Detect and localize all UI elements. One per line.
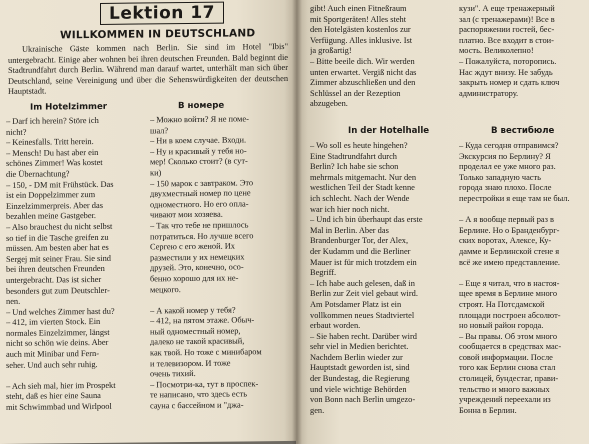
text-line: – Mensch! Du hast aber ein: [6, 147, 99, 158]
text-line: Nachdem Berlin wieder zur: [310, 352, 403, 362]
text-line: кузи". А еще тренажерный: [459, 4, 555, 13]
text-line: [459, 205, 587, 216]
russian-dialogue-column-bottom: [459, 141, 587, 416]
text-line: – Keinesfalls. Tritt herein.: [6, 137, 94, 148]
text-line: сообщается в средствах мас-: [459, 342, 562, 352]
text-line: so tief in die Tasche greifen zu: [6, 232, 109, 243]
text-line: auch mit Minibar und Fern-: [6, 349, 100, 359]
text-line: столицей, бундестаг, прави-: [459, 374, 559, 384]
text-line: mehrmals mitgemacht. Nur den: [310, 172, 417, 182]
text-line: мер! Сколько стоит? (в сут-: [150, 156, 248, 167]
russian-dialogue-column-top: [459, 4, 587, 99]
text-line: Нас ждут внизу. Не забудь: [459, 67, 553, 77]
heading-hotelzimmer: Im Hotelzimmer: [30, 101, 108, 113]
text-line: очень тихий.: [150, 369, 196, 379]
text-line: совой информации. После: [459, 352, 553, 362]
text-line: Begriff.: [310, 268, 337, 278]
text-line: Mauer ist für mich trotzdem ein: [310, 257, 417, 267]
text-line: Berlin zur Zeit viel gebaut wird.: [310, 289, 418, 299]
text-line: как твой. Но тоже с минибаром: [150, 347, 262, 358]
text-line: мецкого.: [150, 284, 181, 294]
text-line: перестройки я еще там не был.: [459, 193, 570, 203]
text-line: – Ach sieh mal, hier im Prospekt: [6, 380, 116, 391]
text-line: администратору.: [459, 88, 519, 98]
text-line: gibt! Auch einen Fitneßraum: [310, 4, 407, 13]
text-line: westlichen Teil der Stadt kenne: [310, 183, 415, 193]
text-line: платно. Все входит в стои-: [459, 35, 554, 45]
text-line: – Bitte beeile dich. Wir werden: [310, 56, 415, 66]
text-line: – 412, на пятом этаже. Обыч-: [150, 315, 255, 326]
text-line: одноместного. Но его опла-: [150, 199, 249, 210]
text-line: Берлине. Но о Бранденбург-: [459, 225, 560, 235]
intro-paragraph: [8, 42, 288, 98]
text-line: – Ich habe auch gelesen, daß in: [310, 278, 415, 288]
text-line: ja großartig!: [310, 46, 352, 56]
text-line: nen.: [6, 296, 21, 307]
text-line: – 150, - DM mit Frühstück. Das: [6, 179, 114, 190]
text-line: Zimmer abzuschließen und den: [310, 78, 416, 88]
text-line: von Bonn nach Berlin umgezo-: [310, 395, 416, 405]
text-line: – Also brauchest du nicht selbst: [6, 221, 113, 232]
text-line: vollkommen neues Stadtviertel: [310, 310, 415, 320]
text-line: Только западную часть: [459, 172, 542, 182]
text-line: города знаю плохо. После: [459, 183, 552, 193]
russian-dialogue-column: [150, 114, 290, 412]
german-dialogue-column-top: [310, 4, 450, 110]
text-line: ist ein Doppelzimmer zum: [6, 190, 96, 201]
text-line: друзей. Это, конечно, осо-: [150, 262, 244, 273]
intro-line: beginnt die Stadtrundfahrt durch Berlin. Während man darauf wartet,: [8, 52, 288, 76]
text-line: – А я вообще первый раз в: [459, 215, 554, 225]
heading-hotelhalle: In der Hotelhalle: [348, 126, 430, 136]
text-line: mit Sportgeräten! Alles steht: [310, 14, 407, 24]
text-line: – 412, im vierten Stock. Ein: [6, 317, 101, 328]
text-line: дамме и Берлинской стене я: [459, 246, 560, 256]
text-line: besonders gut zum Deutschler-: [6, 285, 110, 296]
text-line: untergebracht. Das ist sicher: [6, 274, 102, 285]
text-line: те написано, что здесь есть: [150, 389, 248, 400]
text-line: сауна с бассейном и "джа-: [150, 400, 244, 411]
text-line: разместили у их немецких: [150, 252, 245, 263]
text-line: unten erwartet. Vergiß nicht das: [310, 67, 417, 77]
text-line: Brandenburger Tor, der Alex,: [310, 236, 409, 246]
text-line: – Ни в коем случае. Входи.: [150, 135, 247, 146]
text-line: Mal in Berlin. Aber das: [310, 225, 389, 235]
text-line: распоряжении гостей, бес-: [459, 25, 555, 35]
text-line: ских воротах, Алексе, Ку-: [459, 236, 552, 246]
text-line: и телевизором. И тоже: [150, 358, 231, 369]
text-line: всё же имею представление.: [459, 257, 561, 267]
text-line: die Übernachtung?: [6, 169, 70, 179]
text-line: mit Schwimmbad und Wirlpool: [6, 401, 112, 412]
book-gutter: [292, 0, 302, 444]
text-line: мость. Великолепно!: [459, 46, 534, 56]
text-line: Hauptstadt geworden ist, sind: [310, 363, 410, 373]
intro-line: Sehenswürdigkeiten der deutschen Hauptstadt.: [8, 73, 289, 97]
text-line: bezahlen meine Gastgeber.: [6, 211, 96, 222]
text-line: bei ihren deutschen Freunden: [6, 264, 105, 275]
text-line: Eine Stadtrundfahrt durch: [310, 151, 397, 161]
text-line: но новый район города.: [459, 321, 544, 331]
heading-vestibyul: В вестибюле: [491, 126, 555, 136]
text-line: – Еще я читал, что в настоя-: [459, 278, 560, 288]
text-line: – Посмотри-ка, тут в проспек-: [150, 379, 259, 390]
text-line: Sergej mit seiner Frau. Sie sind: [6, 253, 111, 264]
german-dialogue-column: [6, 115, 144, 413]
text-line: ки): [150, 168, 162, 178]
text-line: gen.: [310, 405, 325, 415]
text-line: далеко не такой красивый,: [150, 336, 245, 347]
text-line: потратиться. Но лучше всего: [150, 230, 254, 241]
text-line: Экскурсия по Берлину? Я: [459, 151, 551, 161]
text-line: [459, 268, 587, 279]
right-page: [296, 0, 589, 444]
text-line: двухместный номер по цене: [150, 188, 251, 199]
text-line: Einzelzimmerpreis. Aber das: [6, 200, 103, 211]
text-line: nicht so schön wie deins. Aber: [6, 338, 109, 349]
text-line: – Так что тебе не пришлось: [150, 220, 249, 231]
intro-line: Ukrainische Gäste kommen nach Berlin. Sie sind im Hotel "Ibis": [22, 41, 288, 54]
text-line: шал?: [150, 125, 169, 136]
text-line: ich schlecht. Nach der Wende: [310, 193, 410, 203]
text-line: – Sie haben recht. Darüber wird: [310, 331, 417, 341]
text-line: проделал ее уже много раз.: [459, 162, 556, 172]
text-line: nicht?: [6, 127, 27, 137]
text-line: тельство и много важных: [459, 384, 550, 394]
heading-v-nomere: В номере: [178, 100, 225, 112]
text-line: бенно хорошо для их не-: [150, 273, 239, 284]
text-line: müssen. Am besten aber hat es: [6, 242, 109, 254]
text-line: der Bundestag, die Regierung: [310, 374, 410, 384]
text-line: площади построен абсолют-: [459, 310, 561, 320]
lesson-title: Lektion 17: [100, 2, 224, 25]
text-line: war ich hier noch nicht.: [310, 204, 390, 214]
text-line: erbaut worden.: [310, 321, 361, 331]
text-line: Am Potsdamer Platz ist ein: [310, 299, 402, 309]
section-title: WILLKOMMEN IN DEUTSCHLAND: [60, 27, 256, 42]
text-line: schönes Zimmer! Was kostet: [6, 158, 103, 169]
german-dialogue-column-bottom: [310, 141, 450, 416]
text-line: – А какой номер у тебя?: [150, 305, 236, 316]
text-line: ный одноместный номер,: [150, 326, 241, 337]
text-line: seher. Und auch sehr ruhig.: [6, 359, 98, 370]
text-line: учреждений переехали из: [459, 395, 551, 405]
text-line: – Ну и красивый у тебя но-: [150, 146, 247, 157]
text-line: Verfügung. Alles inklusive. Ist: [310, 35, 413, 45]
text-line: – Und ich bin überhaupt das erste: [310, 215, 423, 225]
text-line: – Пожалуйста, поторопись.: [459, 56, 557, 66]
text-line: normales Einzelzimmer, längst: [6, 327, 110, 338]
intro-line: untergebracht. Einige aber wohnen bei ihren deutschen Freunden. Bald: [8, 52, 248, 65]
text-line: закрыть номер и сдать ключ: [459, 78, 560, 88]
text-line: строят. На Потсдамской: [459, 299, 545, 309]
text-line: – Darf ich herein? Störe ich: [6, 115, 99, 126]
text-line: – Вы правы. Об этом много: [459, 331, 558, 341]
text-line: – Und welches Zimmer hast du?: [6, 306, 115, 317]
intro-line: unterhält man sich über Deutschland, seine Vereinigung und über die: [8, 63, 289, 86]
text-line: der Kudamm und die Berliner: [310, 246, 411, 256]
text-line: – Куда сегодня отправимся?: [459, 141, 559, 150]
text-line: steht, daß es hier eine Sauna: [6, 391, 101, 402]
text-line: Schlüssel an der Rezeption: [310, 88, 401, 98]
text-line: sehr viel in Medien berichtet.: [310, 342, 409, 352]
text-line: – 150 марок с завтраком. Это: [150, 177, 254, 188]
text-line: – Можно войти? Я не поме-: [150, 114, 249, 125]
text-line: зал (с тренажерами)! Все в: [459, 14, 555, 24]
text-line: Бонна в Берлин.: [459, 405, 517, 415]
text-line: – Wo soll es heute hingehen?: [310, 141, 408, 150]
text-line: щее время в Берлине много: [459, 289, 558, 299]
text-line: Сергею с его женой. Их: [150, 241, 235, 252]
text-line: Berlin? Ich habe sie schon: [310, 162, 399, 172]
text-line: den Hotelgästen kostenlos zur: [310, 25, 411, 35]
text-line: того как Берлин снова стал: [459, 363, 556, 373]
text-line: und viele wichtige Behörden: [310, 384, 407, 394]
text-line: abzugeben.: [310, 99, 348, 109]
text-line: чивают мои хозяева.: [150, 210, 223, 220]
